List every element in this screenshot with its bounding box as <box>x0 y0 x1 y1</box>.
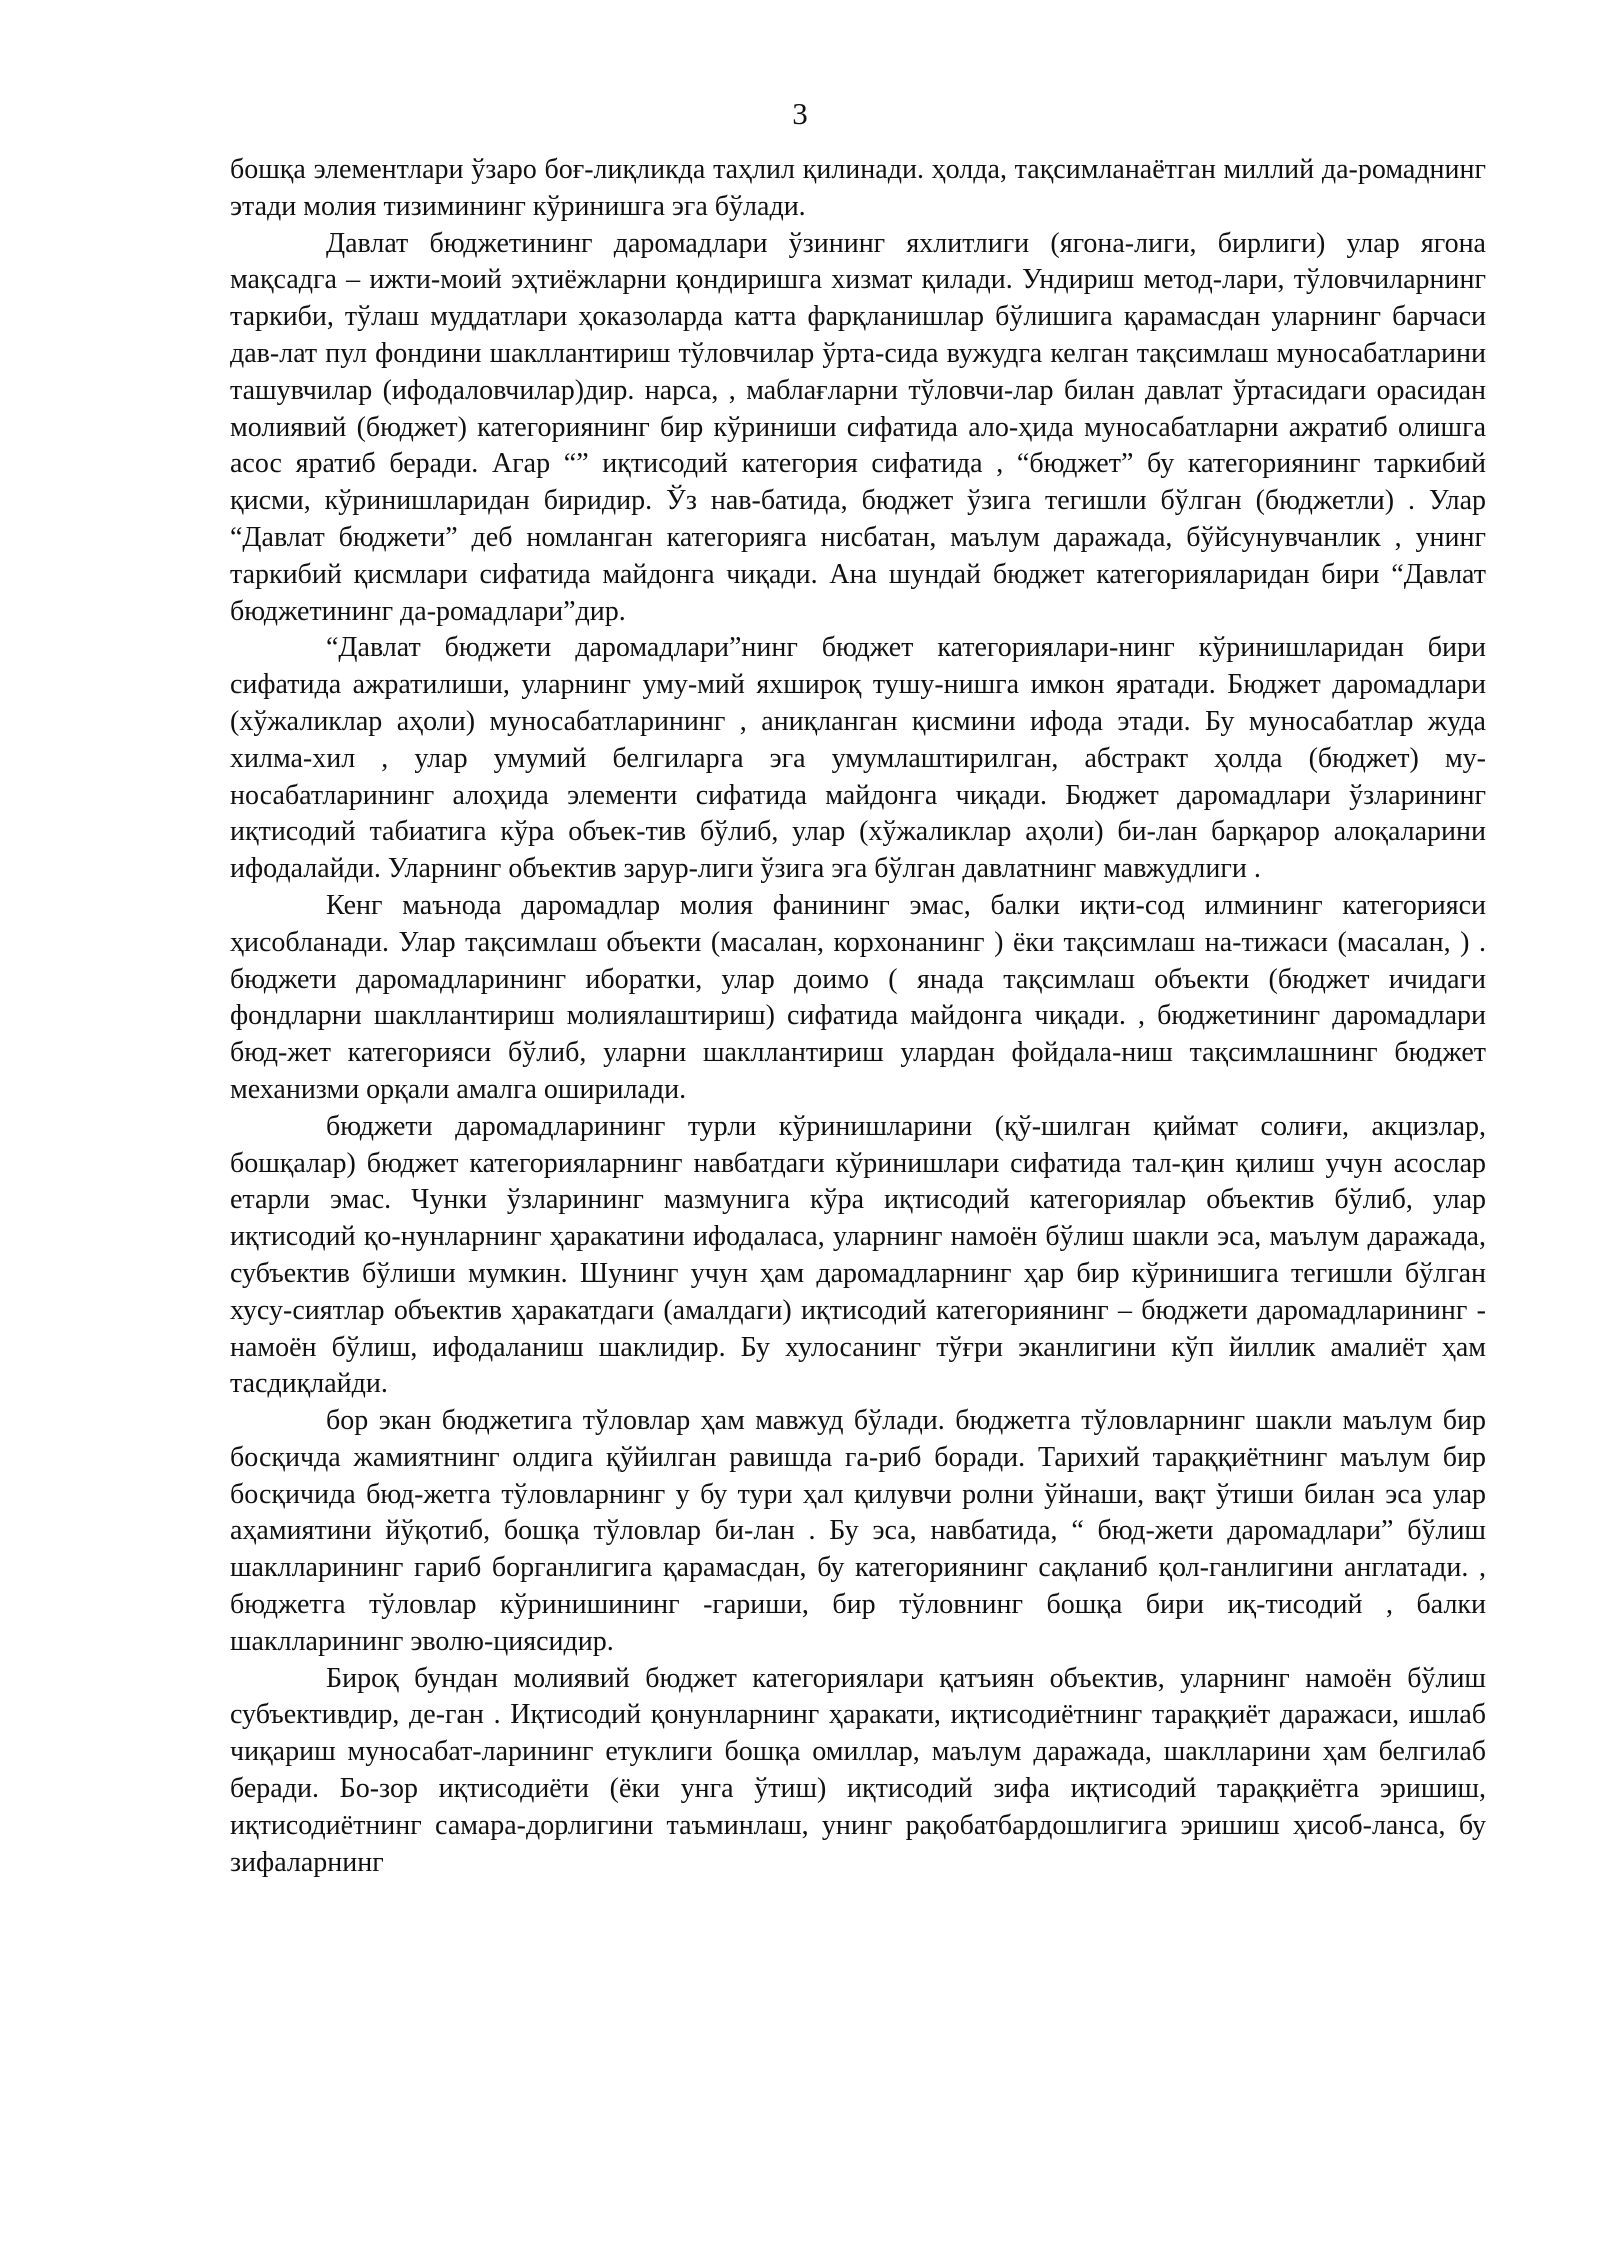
paragraph-5: бюджети даромадларининг турли кўринишларини (қў-шилган қиймат солиғи, акцизлар, бошқалар) бюджет категорияларнинг навбатдаги кўринишлари сифатида тал-қин қилиш учун асослар етарли эмас. Чунки ўзларининг мазмунига кўра иқтисодий категориялар объектив бўлиб, улар иқтисодий қо-нунларнинг ҳаракатини ифодаласа, уларнинг намоён бўлиш шакли эса, маълум даражада, субъектив бўлиши мумкин. Шунинг учун ҳам даромадларнинг ҳар бир кўринишига тегишли бўлган хусу-сиятлар объектив ҳаракатдаги (амалдаги) иқтисодий категориянинг – бюджети даромадларининг - намоён бўлиш, ифодаланиш шаклидир. Бу хулосанинг тўғри эканлигини кўп йиллик амалиёт ҳам тасдиқлайди. <box>230 1110 1486 1400</box>
page-number: 3 <box>792 96 808 131</box>
paragraph-4: Кенг маънода даромадлар молия фанининг эмас, балки иқти-сод илмининг категорияси ҳисобланади. Улар тақсимлаш объекти (масалан, корхонанинг ) ёки тақсимлаш на-тижаси (масалан, ) . бюджети даромадларининг иборатки, улар доимо ( янада тақсимлаш объекти (бюджет ичидаги фондларни шакллантириш молиялаштириш) сифатида майдонга чиқади. , бюджетининг даромадлари бюд-жет категорияси бўлиб, уларни шакллантириш улардан фойдала-ниш тақсимлашнинг бюджет механизми орқали амалга оширилади. <box>230 889 1486 1105</box>
paragraph-2: Давлат бюджетининг даромадлари ўзининг яхлитлиги (ягона-лиги, бирлиги) улар ягона мақсадга – ижти-моий эҳтиёжларни қондиришга хизмат қилади. Ундириш метод-лари, тўловчиларнинг таркиби, тўлаш муддатлари ҳоказоларда катта фарқланишлар бўлишига қарамасдан уларнинг барчаси дав-лат пул фондини шакллантириш тўловчилар ўрта-сида вужудга келган тақсимлаш муносабатларини ташувчилар (ифодаловчилар)дир. нарса, , маблағларни тўловчи-лар билан давлат ўртасидаги орасидан молиявий (бюджет) категориянинг бир кўриниши сифатида ало-ҳида муносабатларни ажратиб олишга асос яратиб беради. Агар “” иқтисодий категория сифатида , “бюджет” бу категориянинг таркибий қисми, кўринишларидан биридир. Ўз нав-батида, бюджет ўзига тегишли бўлган (бюджетли) . Улар “Давлат бюджети” деб номланган категорияга нисбатан, маълум даражада, бўйсунувчанлик , унинг таркибий қисмлари сифатида майдонга чиқади. Ана шундай бюджет категорияларидан бири “Давлат бюджетининг да-ромадлари”дир. <box>230 227 1486 627</box>
body-text <box>230 152 1486 1881</box>
paragraph-7: Бироқ бундан молиявий бюджет категориялари қатъиян объектив, уларнинг намоён бўлиш субъективдир, де-ган . Иқтисодий қонунларнинг ҳаракати, иқтисодиётнинг тараққиёт даражаси, ишлаб чиқариш муносабат-ларининг етуклиги бошқа омиллар, маълум даражада, шаклларини ҳам белгилаб беради. Бо-зор иқтисодиёти (ёки унга ўтиш) иқтисодий зифа иқтисодий тараққиётга эришиш, иқтисодиётнинг самара-дорлигини таъминлаш, унинг рақобатбардошлигига эришиш ҳисоб-ланса, бу зифаларнинг <box>230 1662 1486 1878</box>
paragraph-6: бор экан бюджетига тўловлар ҳам мавжуд бўлади. бюджетга тўловларнинг шакли маълум бир босқичда жамиятнинг олдига қўйилган равишда га-риб боради. Тарихий тараққиётнинг маълум бир босқичида бюд-жетга тўловларнинг у бу тури ҳал қилувчи ролни ўйнаши, вақт ўтиши билан эса улар аҳамиятини йўқотиб, бошқа тўловлар би-лан . Бу эса, навбатида, “ бюд-жети даромадлари” бўлиш шаклларининг гариб борганлигига қарамасдан, бу категориянинг сақланиб қол-ганлигини англатади. , бюджетга тўловлар кўринишининг -гариши, бир тўловнинг бошқа бири иқ-тисодий , балки шаклларининг эволю-циясидир. <box>230 1405 1486 1657</box>
paragraph-3: “Давлат бюджети даромадлари”нинг бюджет категориялари-нинг кўринишларидан бири сифатида ажратилиши, уларнинг уму-мий яхшироқ тушу-нишга имкон яратади. Бюджет даромадлари (хўжаликлар аҳоли) муносабатларининг , аниқланган қисмини ифода этади. Бу муносабатлар жуда хилма-хил , улар умумий белгиларга эга умумлаштирилган, абстракт ҳолда (бюджет) му-носабатларининг алоҳида элементи сифатида майдонга чиқади. Бюджет даромадлари ўзларининг иқтисодий табиатига кўра объек-тив бўлиб, улар (хўжаликлар аҳоли) би-лан барқарор алоқаларини ифодалайди. Уларнинг объектив зарур-лиги ўзига эга бўлган давлатнинг мавжудлиги . <box>230 632 1486 885</box>
paragraph-1: бошқа элементлари ўзаро боғ-лиқликда таҳлил қилинади. ҳолда, тақсимланаётган миллий да-ромаднинг этади молия тизимининг кўринишга эга бўлади. <box>230 154 1486 222</box>
